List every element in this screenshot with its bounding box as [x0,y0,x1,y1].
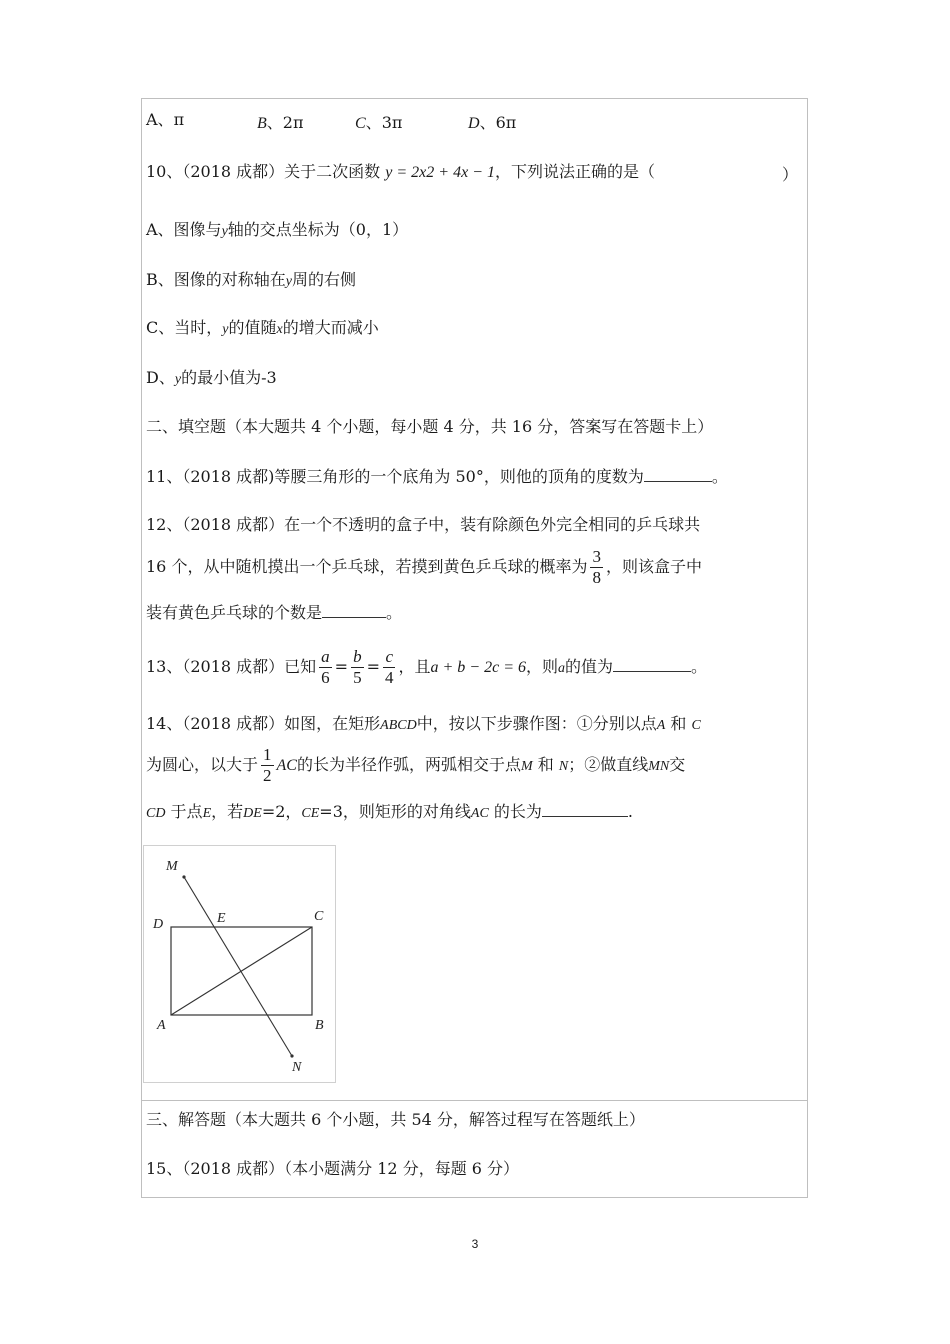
q11 [146,467,728,487]
q9-option-d-value: 6π [495,113,517,132]
label-m: M [166,859,178,874]
q12-line-3-text: 装有黄色乒乓球的个数是 [146,603,323,622]
q14-line-1 [146,714,701,736]
diagonal-ac [171,927,312,1015]
q14-line-3-text4: =3，则矩形的对角线 [319,802,471,821]
q9-option-a-value: π [173,110,185,129]
label-d: D [153,917,164,932]
q9-option-b-prefix: B [257,115,267,132]
q13-end: 。 [691,657,708,676]
label-b: B [315,1018,324,1033]
q14-line-1-and: 和 [670,714,687,733]
q9-option-d-sep: 、 [479,113,496,132]
q10-option-b-text2: 周的右侧 [291,270,356,289]
q13-fraction-c [383,647,396,688]
q10-option-a-text2: 轴的交点坐标为（0，1） [227,220,409,239]
q10-option-b-text: B、图像的对称轴在 [146,270,286,289]
q13 [146,646,707,690]
q10-option-a-var: y [221,224,228,239]
q13-fraction-b [351,647,364,688]
q14-answer-blank [542,802,628,817]
q9-option-c-sep: 、 [365,113,382,132]
q13-fraction-c-den: 4 [384,668,394,687]
q9-option-c [355,110,402,133]
label-a: A [157,1018,166,1033]
q13-condition: a + b − 2c = 6 [430,659,526,676]
q13-prefix: 13、（2018 成都）已知 [146,657,317,676]
q10-option-b [146,270,356,292]
q14-point-e: E [202,806,212,821]
label-c: C [314,909,324,924]
q14-segment-de: DE [243,806,262,821]
q10-stem-prefix: 10、（2018 成都）关于二次函数 [146,162,381,181]
q14-point-n: N [558,759,569,774]
q13-suffix: 的值为 [565,657,614,676]
q14-line-2 [146,744,685,788]
q9-option-d [468,110,516,133]
q14-line-2-and: 和 [537,755,554,774]
q13-fraction-a-den: 6 [321,668,330,687]
q14-line-mn: MN [648,759,670,774]
q13-mid: ，且 [398,657,431,676]
q14-segment-ac-2: AC [470,806,489,821]
q14-line-3-text2: ，若 [211,802,244,821]
q14-point-a: A [656,718,666,733]
q12-fraction-numerator: 3 [592,547,601,566]
q12-line-2-text2: ，则该盒子中 [605,557,702,576]
q14-line-2-text2: 的长为半径作弧，两弧相交于点 [296,755,521,774]
q10-option-c-text2: 的值随 [228,318,277,337]
q14-segment-cd: CD [146,806,166,821]
q10-close-paren: ） [782,165,799,184]
q9-options-row [146,110,184,130]
q10-option-d-text2: 的最小值为-3 [181,368,277,387]
page-number: 3 [471,1237,479,1251]
q10-formula: y = 2x2 + 4x − 1 [385,164,495,181]
q10-option-c [146,318,379,340]
q14-fraction-den: 2 [263,766,272,785]
q12-probability-fraction [590,547,603,588]
q13-fraction-a [319,647,332,688]
q13-fraction-b-den: 5 [353,668,362,687]
q10-option-c-var2: x [276,322,283,337]
q14-segment-ac: AC [276,757,297,774]
q9-option-b-value: 2π [282,113,304,132]
q10-option-c-text: C、当时， [146,318,223,337]
q9-option-a-prefix: A、 [146,110,174,129]
q14-fraction-num: 1 [263,745,272,764]
q14-line-2-text3: ；②做直线 [568,755,649,774]
label-e: E [217,911,226,926]
q13-fraction-b-num: b [353,647,362,666]
q12-line-2 [146,546,702,588]
q14-line-3-text: 于点 [170,802,203,821]
q9-option-c-prefix: C [355,115,366,132]
q14-point-c: C [691,718,701,733]
q14-end: . [627,802,633,821]
q11-answer-blank [644,467,712,482]
q13-variable: a [558,661,566,676]
section-2-heading: 二、填空题（本大题共 4 个小题，每小题 4 分，共 16 分，答案写在答题卡上） [146,417,714,436]
q12-line-2-text: 16 个，从中随机摸出一个乒乓球，若摸到黄色乒乓球的概率为 [146,557,588,576]
q14-line-3-text3: =2， [261,802,302,821]
section-3-heading: 三、解答题（本大题共 6 个小题，共 54 分，解答过程写在答题纸上） [146,1110,645,1129]
q9-option-d-prefix: D [468,115,480,132]
q11-text: 11、（2018 成都)等腰三角形的一个底角为 50°，则他的顶角的度数为 [146,467,644,486]
q10-option-d-var: y [174,372,182,387]
q13-answer-blank [613,657,691,672]
label-n: N [292,1060,302,1075]
q11-end: 。 [711,467,728,486]
q13-equals-2: = [366,657,380,676]
q14-rect-name: ABCD [380,718,417,733]
q10-option-c-text3: 的增大而减小 [282,318,379,337]
point-m-dot [182,875,185,878]
q12-end: 。 [386,603,403,622]
q14-segment-ce: CE [301,806,320,821]
line-mn [184,877,292,1056]
q12-answer-blank [322,603,386,618]
q10-stem [146,162,655,183]
q14-line-2-text: 为圆心，以大于 [146,755,259,774]
q12-fraction-denominator: 8 [592,568,601,587]
q13-mid2: ，则 [526,657,559,676]
point-n-dot [290,1054,293,1057]
q14-half-fraction [261,745,274,786]
q14-figure-svg [144,846,337,1084]
q14-point-m: M [520,759,533,774]
q10-option-a [146,220,408,242]
q10-option-d-text: D、 [146,368,175,387]
q14-line-2-text4: 交 [669,755,686,774]
q10-option-b-var: y [285,274,292,289]
q10-option-a-text: A、图像与 [146,220,222,239]
q14-line-3-text5: 的长为 [493,802,542,821]
q12-line-3 [146,603,402,623]
q14-line-1-text2: 中，按以下步骤作图：①分别以点 [416,714,657,733]
frame-divider [141,1100,808,1101]
q13-fraction-c-num: c [383,647,396,668]
q13-equals-1: = [334,657,349,676]
q10-option-c-var1: y [222,322,229,337]
q9-option-b-sep: 、 [266,113,283,132]
q14-line-3 [146,802,633,824]
q15-heading: 15、（2018 成都）（本小题满分 12 分，每题 6 分） [146,1159,520,1178]
q13-fraction-a-num: a [321,647,330,666]
q14-figure [143,845,336,1083]
q9-option-b [257,110,304,133]
q14-line-1-text: 14、（2018 成都）如图，在矩形 [146,714,381,733]
q10-option-d [146,368,277,390]
q9-option-c-value: 3π [381,113,403,132]
q12-line-1: 12、（2018 成都）在一个不透明的盒子中，装有除颜色外完全相同的乒乓球共 [146,515,701,534]
q10-stem-suffix: ，下列说法正确的是（ [494,162,655,181]
